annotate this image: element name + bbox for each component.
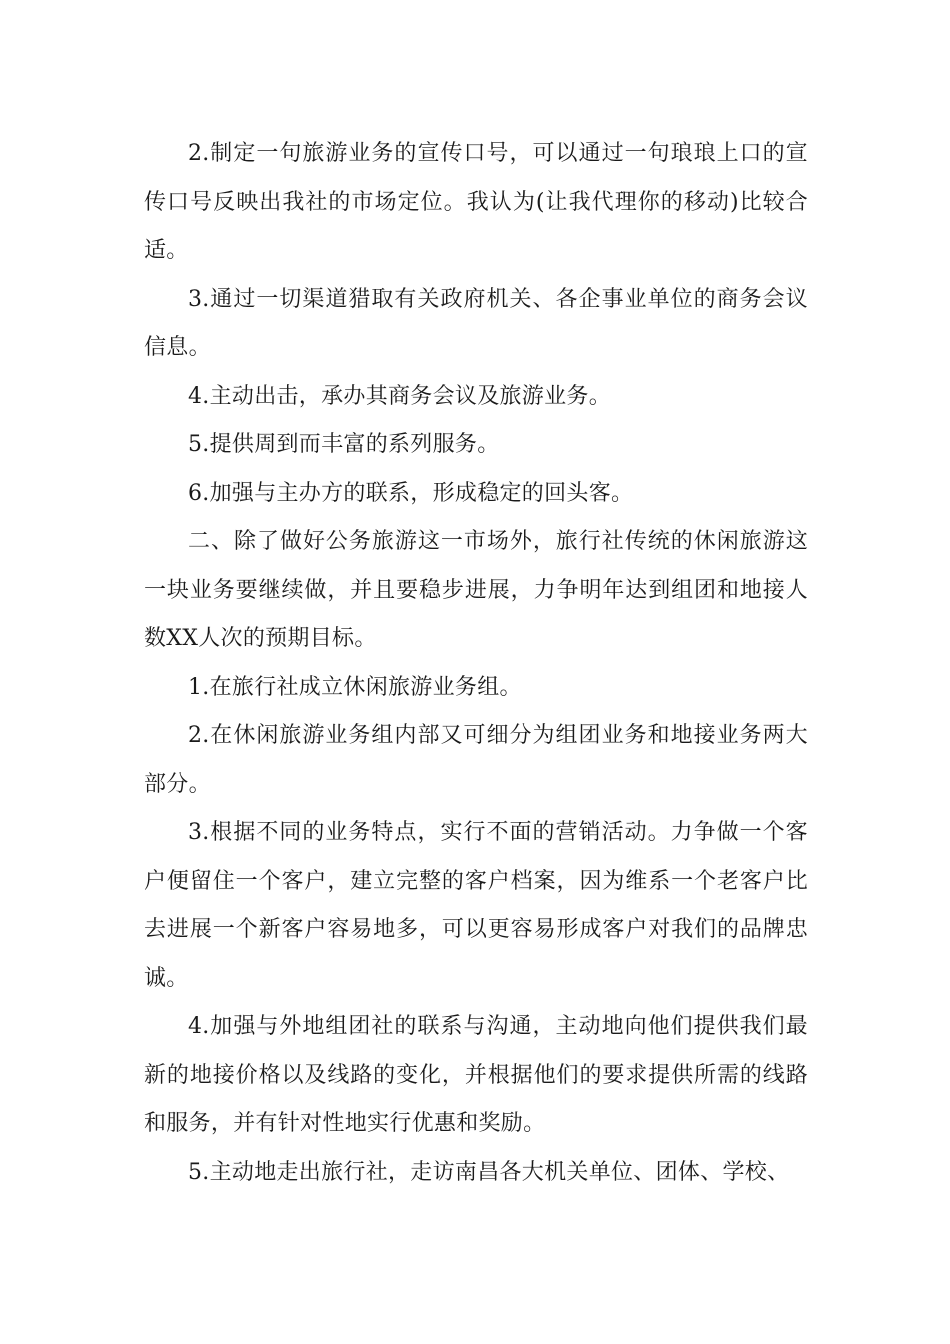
document-body xyxy=(144,130,808,1197)
paragraph-section-two: 二、除了做好公务旅游这一市场外，旅行社传统的休闲旅游这一块业务要继续做，并且要稳步进展，力争明年达到组团和地接人数XX人次的预期目标。 xyxy=(144,529,808,651)
paragraph-slogan: 2.制定一句旅游业务的宣传口号，可以通过一句琅琅上口的宣传口号反映出我社的市场定位。我认为(让我代理你的移动)比较合适。 xyxy=(144,141,808,263)
paragraph-repeat-customers: 6.加强与主办方的联系，形成稳定的回头客。 xyxy=(188,480,634,506)
paragraph-marketing: 3.根据不同的业务特点，实行不面的营销活动。力争做一个客户便留住一个客户，建立完整的客户档案，因为维系一个老客户比去进展一个新客户容易地多，可以更容易形成客户对我们的品牌忠诚。 xyxy=(144,820,808,991)
paragraph-subdivision: 2.在休闲旅游业务组内部又可细分为组团业务和地接业务两大部分。 xyxy=(144,723,808,797)
paragraph-initiative: 4.主动出击，承办其商务会议及旅游业务。 xyxy=(188,383,611,409)
paragraph-partners: 4.加强与外地组团社的联系与沟通，主动地向他们提供我们最新的地接价格以及线路的变化，并根据他们的要求提供所需的线路和服务，并有针对性地实行优惠和奖励。 xyxy=(144,1014,808,1136)
paragraph-services: 5.提供周到而丰富的系列服务。 xyxy=(188,432,500,457)
paragraph-leisure-group: 1.在旅行社成立休闲旅游业务组。 xyxy=(188,674,522,700)
paragraph-channels: 3.通过一切渠道猎取有关政府机关、各企事业单位的商务会议信息。 xyxy=(144,286,808,360)
paragraph-outreach: 5.主动地走出旅行社，走访南昌各大机关单位、团体、学校、 xyxy=(188,1159,790,1185)
